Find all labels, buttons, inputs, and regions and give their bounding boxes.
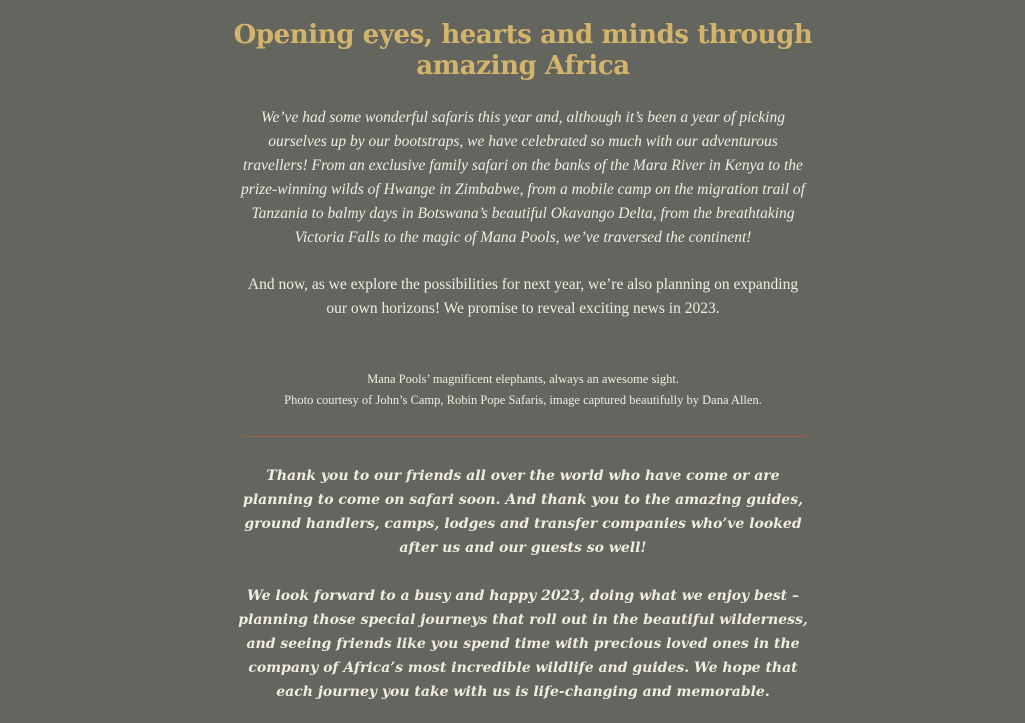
thanks-paragraph: Thank you to our friends all over the world who have come or are planning to come on safari soon. And thank you to the amazing guides, ground handlers, camps, lodges and transfer companies who’ve looked after us and our guests so well! [243,468,803,556]
plans-paragraph: And now, as we explore the possibilities for next year, we’re also planning on expanding our own horizons! We promise to reveal exciting news in 2023. [247,276,799,317]
intro-paragraph: We’ve had some wonderful safaris this year and, although it’s been a year of picking ourselves up by our bootstraps, we have celebrated so much with our adventurous travellers! From an exclusive family safari on the banks of the Mara River in Kenya to the prize-winning wilds of Hwange in Zimbabwe, from a mobile camp on the migration trail of Tanzania to balmy days in Botswana’s beautiful Okavango Delta, from the breathtaking Victoria Falls to the magic of Mana Pools, we’ve traversed the continent! [241,109,805,246]
look-forward-paragraph: We look forward to a busy and happy 2023, doing what we enjoy best – planning those special journeys that roll out in the beautiful wilderness, and seeing friends like you spend time with precious loved ones in the company of Africa’s most incredible wildlife and guides. We hope that each journey you take with us is life-changing and memorable. [238,588,808,700]
caption-line-2: Photo courtesy of John’s Camp, Robin Pope Safaris, image captured beautifully by Dana Allen. [284,393,762,407]
caption-line-1: Mana Pools’ magnificent elephants, always an awesome sight. [367,372,679,386]
photo-caption [238,369,808,411]
headline: Opening eyes, hearts and minds through amazing Africa [233,20,813,81]
section-divider [242,436,806,437]
